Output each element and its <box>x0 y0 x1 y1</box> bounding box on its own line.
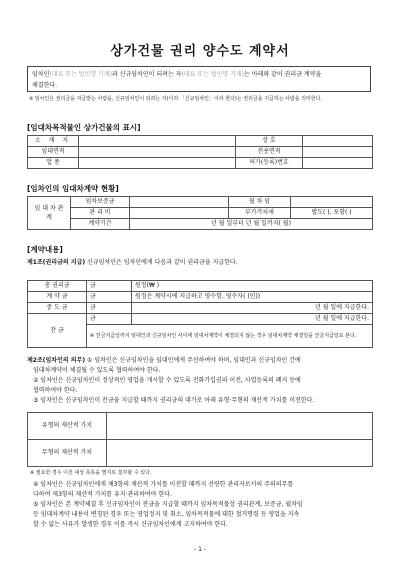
value-business-type[interactable] <box>79 158 236 169</box>
label-total-premium: 총 권리금 <box>28 281 87 292</box>
value-interim-payment[interactable]: 년 월 일에 지급한다. <box>132 303 373 314</box>
label-interim-payment: 중 도 금 <box>28 303 87 314</box>
intro-party-a: 임차인 <box>32 71 50 78</box>
article-2-p1b: 임대차계약이 체결될 수 있도록 협력하여야 한다. <box>33 367 161 374</box>
value-lease-area[interactable] <box>79 147 236 158</box>
label-balance: 잔 금 <box>28 314 87 348</box>
value-monthly-rent[interactable] <box>291 197 373 208</box>
document-title: 상가건물 권리 양수도 계약서 <box>110 44 290 59</box>
note-attachment: ※ 필요한 경우 이전 대상 목록을 별지로 첨부할 수 있다. <box>30 470 152 476</box>
section-contract-terms: [계약내용] <box>27 245 63 254</box>
label-vat: 부가가치세 <box>229 208 291 219</box>
note-parties: ※ 임차인은 권리금을 지급받는 사람을, 신규임차인이 되려는 자(이하 「신규임차인」이라 한다)는 권리금을 지급하는 사람을 의미한다. <box>29 96 323 102</box>
article-2-p2: ② 임차인은 신규임차인이 정상적인 영업을 개시할 수 있도록 전화가입권의 이전, 사업등록의 폐지 등에 <box>33 377 301 384</box>
label-lease-area: 임대면적 <box>28 147 79 158</box>
label-tangible-value: 유형의 재산적 가치 <box>28 413 107 440</box>
article-2-title: 제2조(임차인의 의무) <box>27 357 86 364</box>
currency-down: 금 <box>87 292 132 303</box>
intro-hint-b: (대표 또는 법인명 기재) <box>181 71 245 78</box>
article-2-p2b: 협력하여야 한다. <box>33 387 78 394</box>
payment-table <box>27 280 373 348</box>
value-balance[interactable]: 년 월 일에 지급한다. <box>132 314 373 325</box>
article-2 <box>27 356 379 406</box>
currency-balance: 금 <box>87 314 132 325</box>
value-deposit[interactable] <box>130 197 229 208</box>
article-2-line-1 <box>27 356 379 366</box>
article-2-p5b: 등 임대차계약 내용이 변경된 경우 또는 영업정지 및 취소, 임차목적물에 대한 철거명령 등 영업을 지속 <box>33 511 300 518</box>
label-down-payment: 계 약 금 <box>28 292 87 303</box>
label-business-type: 업 종 <box>28 158 79 169</box>
intro-hint-a: (대표 또는 법인명 기재) <box>49 71 112 78</box>
article-2-p5: ⑤ 임차인은 본 계약체결 후 신규임차인이 잔금을 지급할 때까지 임차목적물상 권리관계, 보증금, 월차임 <box>33 501 303 508</box>
intro-party-b: 과 신규임차인이 되려는 자 <box>111 71 182 78</box>
label-monthly-rent: 월 차 임 <box>229 197 291 208</box>
premises-table <box>27 135 373 169</box>
balance-note: ※ 잔금지급일까지 임대인과 신규임차인 사이에 임대차계약이 체결되지 않는 경우 임대차계약 체결일을 잔금지급일로 본다. <box>87 325 373 348</box>
value-license-number[interactable] <box>303 158 373 169</box>
value-trade-name[interactable] <box>303 136 373 147</box>
section-premises: [임대차목적물인 상가건물의 표시] <box>27 123 141 132</box>
value-location[interactable] <box>79 136 236 147</box>
label-license-number: 허가(등록)번호 <box>236 158 303 169</box>
label-location: 소 재 지 <box>28 136 79 147</box>
lease-status-table <box>27 196 373 230</box>
currency-total: 금 <box>87 281 132 292</box>
article-2-p4: ④ 임차인은 신규임차인에게 제3항의 재산적 가치를 이전할 때까지 선량한 관리자로서의 주의의무를 <box>33 481 294 488</box>
asset-value-table <box>27 412 373 467</box>
currency-interim: 금 <box>87 303 132 314</box>
value-maintenance-fee[interactable] <box>130 208 229 219</box>
article-2-p1: ① 임차인은 신규임차인을 임대인에게 주선하여야 하며, 임대인과 신규임차인 간에 <box>85 357 301 364</box>
page-number: - 1 - <box>194 546 206 553</box>
label-deposit: 임차보증금 <box>71 197 130 208</box>
article-1-title: 제1조(권리금의 지급) <box>27 259 86 266</box>
value-down-payment[interactable]: 원정은 계약시에 지급하고 영수함. 영수자( (인)) <box>132 292 373 303</box>
article-1 <box>27 258 377 268</box>
value-intangible[interactable] <box>107 440 373 467</box>
label-lease-relation: 임 대 차 관 계 <box>28 197 71 230</box>
label-trade-name: 상 호 <box>236 136 303 147</box>
article-1-text: 신규임차인은 임차인에게 다음과 같이 권리금을 지급한다. <box>85 259 238 266</box>
label-intangible-value: 무형의 재산적 가치 <box>28 440 107 467</box>
value-total-premium[interactable]: 원정(₩ ) <box>132 281 373 292</box>
section-lease-status: [임차인의 임대차계약 현황] <box>27 184 119 193</box>
label-maintenance-fee: 관 리 비 <box>71 208 130 219</box>
article-2-p3: ③ 임차인은 신규임차인이 잔금을 지급할 때까지 권리금의 대가로 아래 유형·무형의 재산적 가치를 이전한다. <box>33 397 315 404</box>
value-vat[interactable]: 별도( ), 포함( ) <box>291 208 373 219</box>
intro-box <box>27 66 371 92</box>
label-contract-period: 계약기간 <box>71 219 130 230</box>
label-exclusive-area: 전용면적 <box>236 147 303 158</box>
article-2-continued <box>27 480 379 530</box>
value-contract-period[interactable]: 년 월 일부터 년 월 일까지( 월) <box>130 219 373 230</box>
value-exclusive-area[interactable] <box>303 147 373 158</box>
article-2-p4b: 다하여 제3항의 재산적 가치를 유지·관리하여야 한다. <box>33 491 172 498</box>
intro-line-2: 체결한다. <box>32 82 58 89</box>
intro-line-1 <box>32 69 366 80</box>
article-2-p5c: 할 수 없는 사유가 발생한 경우 이를 즉시 신규임차인에게 고지하여야 한다. <box>33 521 228 528</box>
intro-tail: 는 아래와 같이 권리금 계약을 <box>244 71 322 78</box>
value-tangible[interactable] <box>107 413 373 440</box>
